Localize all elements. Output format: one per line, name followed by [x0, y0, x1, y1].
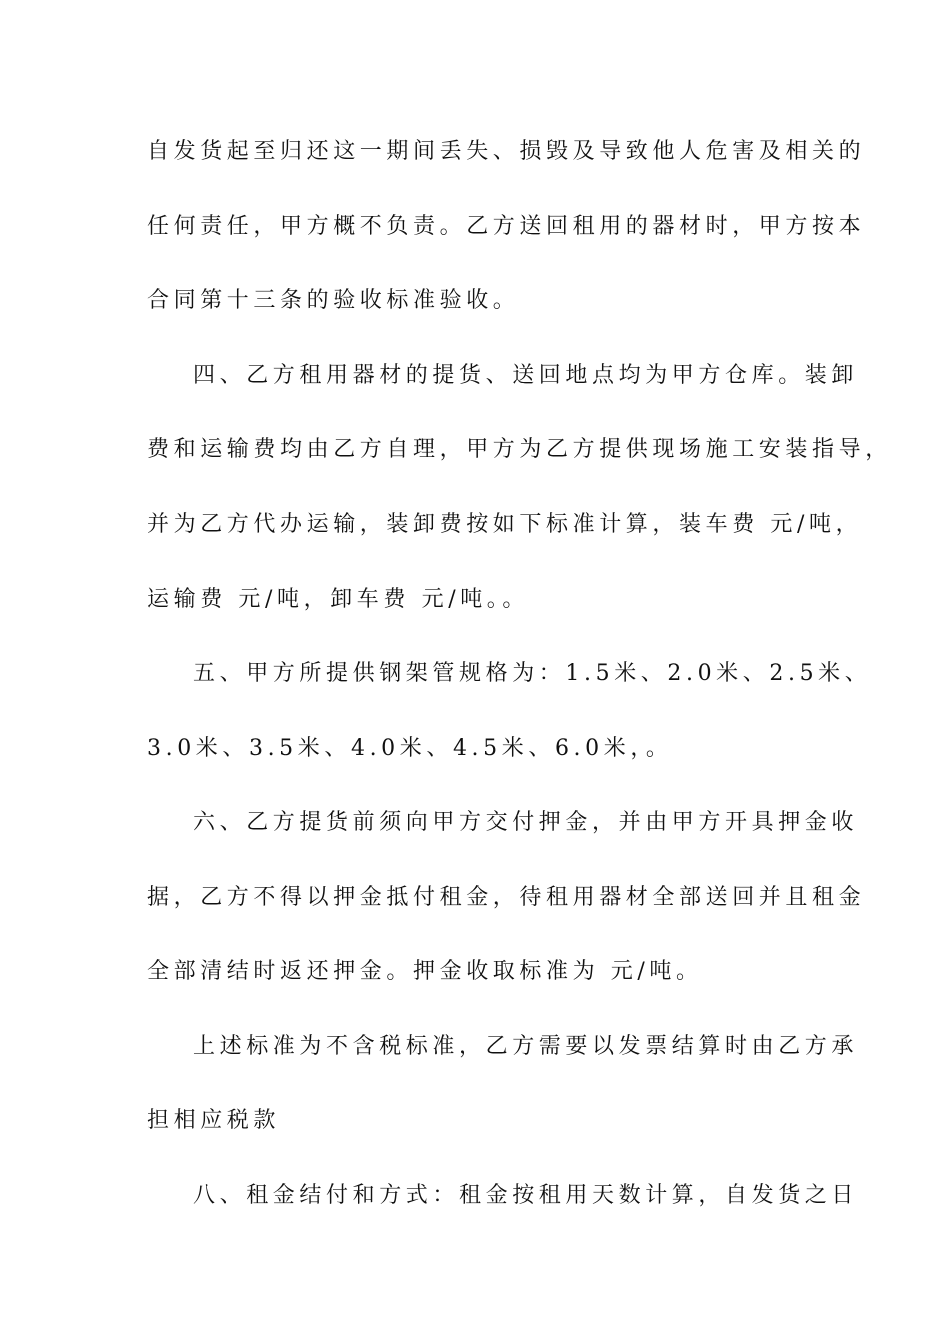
tax-paragraph-line-2: 担相应税款	[147, 1108, 281, 1133]
paragraph-8-line-1: 八、租金结付和方式：租金按租用天数计算，自发货之日	[193, 1183, 859, 1208]
text-line-1: 自发货起至归还这一期间丢失、损毁及导致他人危害及相关的	[147, 139, 866, 164]
paragraph-6-line-2: 据，乙方不得以押金抵付租金，待租用器材全部送回并且租金	[147, 885, 866, 910]
text-line-2: 任何责任，甲方概不负责。乙方送回租用的器材时，甲方按本	[147, 214, 866, 239]
paragraph-4-line-3: 并为乙方代办运输，装卸费按如下标准计算，装车费 元/吨，	[147, 512, 863, 537]
paragraph-4-line-2: 费和运输费均由乙方自理，甲方为乙方提供现场施工安装指导，	[147, 437, 892, 462]
paragraph-6-line-3: 全部清结时返还押金。押金收取标准为 元/吨。	[147, 959, 703, 984]
tax-paragraph-line-1: 上述标准为不含税标准，乙方需要以发票结算时由乙方承	[193, 1034, 859, 1059]
paragraph-4-line-1: 四、乙方租用器材的提货、送回地点均为甲方仓库。装卸	[193, 363, 859, 388]
text-line-3: 合同第十三条的验收标准验收。	[147, 288, 520, 313]
paragraph-6-line-1: 六、乙方提货前须向甲方交付押金，并由甲方开具押金收	[193, 810, 859, 835]
paragraph-5-line-2: 3.0米、3.5米、4.0米、4.5米、6.0米，。	[147, 736, 673, 761]
paragraph-4-line-4: 运输费 元/吨，卸车费 元/吨。。	[147, 587, 530, 612]
paragraph-5-line-1: 五、甲方所提供钢架管规格为：1.5米、2.0米、2.5米、	[193, 661, 872, 686]
